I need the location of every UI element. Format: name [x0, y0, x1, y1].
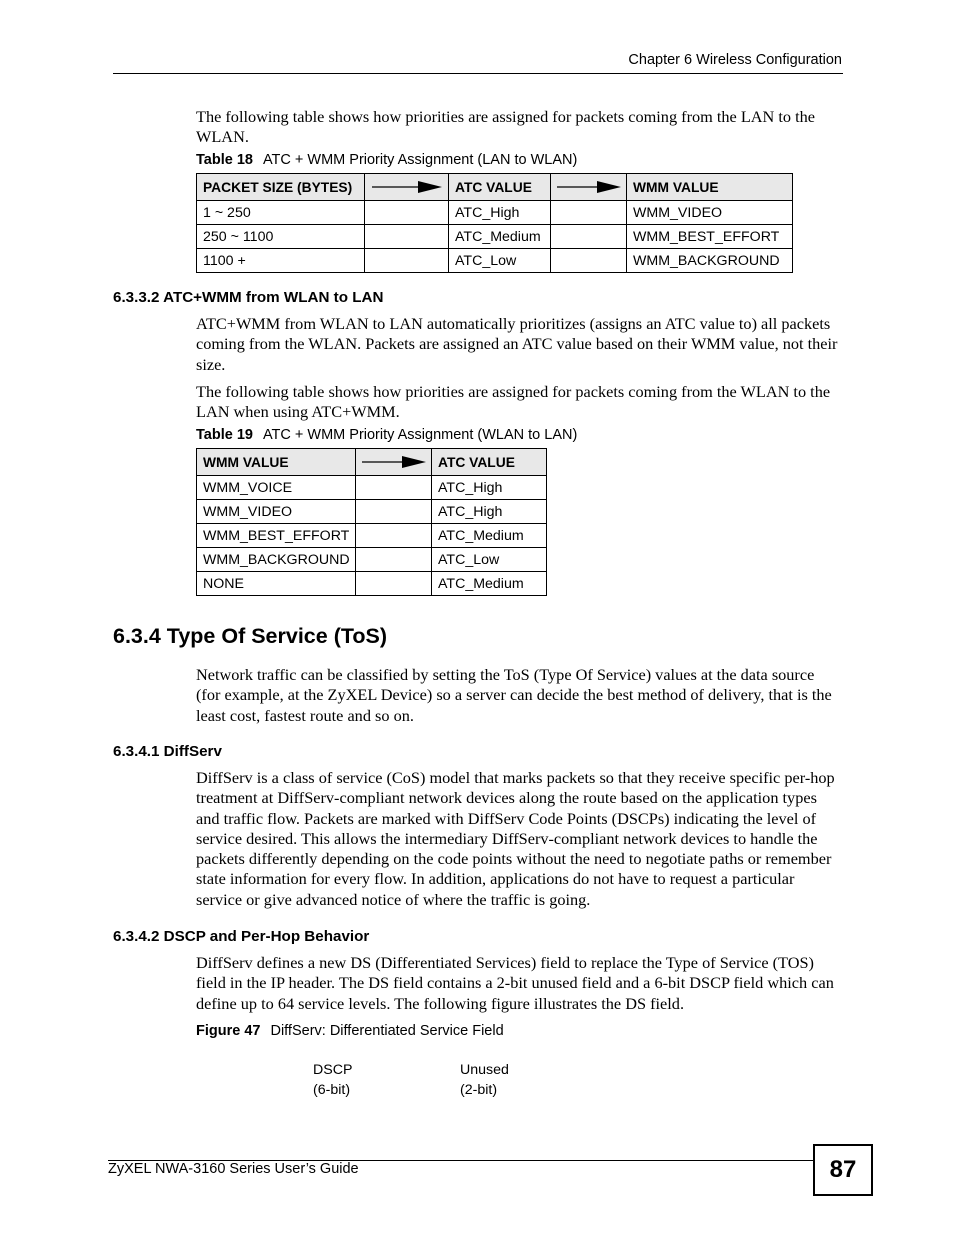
- table-row: [197, 249, 793, 273]
- paragraph-6-3-3-2-b: The following table shows how priorities are assigned for packets coming from the WLAN to the LAN when using ATC+WMM.: [196, 382, 831, 422]
- paragraph-6-3-4-2: DiffServ defines a new DS (Differentiated Services) field to replace the Type of Service (TOS) field in the IP header. The DS field contains a 2-bit unused field and a 6-bit DSCP field which can define up to 64 service levels. The following figure illustrates the DS field.: [196, 953, 834, 1013]
- table-row: [197, 548, 547, 572]
- table19-header-row: [197, 449, 547, 476]
- intro-paragraph: The following table shows how priorities are assigned for packets coming from the LAN to the WLAN.: [196, 107, 815, 147]
- table-cell: [356, 476, 432, 500]
- arrow-icon: [356, 449, 432, 476]
- table-cell: [365, 201, 449, 225]
- table-cell: ATC_Low: [432, 548, 547, 572]
- table-row: [197, 524, 547, 548]
- table-cell: ATC_Medium: [432, 524, 547, 548]
- table-row: [197, 500, 547, 524]
- table-cell: [356, 524, 432, 548]
- arrow-icon: [551, 174, 627, 201]
- table19: [196, 448, 547, 596]
- table18-caption-label: Table 18: [196, 152, 253, 168]
- table-cell: ATC_High: [449, 201, 551, 225]
- dscp-field-label: [313, 1061, 352, 1100]
- table-cell: 1 ~ 250: [197, 201, 365, 225]
- heading-6-3-4: 6.3.4 Type Of Service (ToS): [113, 624, 388, 648]
- table18-caption-text: ATC + WMM Priority Assignment (LAN to WLAN): [262, 152, 578, 168]
- table-row: [197, 201, 793, 225]
- table19-caption-label: Table 19: [196, 427, 253, 443]
- table18-header-cell: ATC VALUE: [449, 174, 551, 201]
- table-cell: [551, 225, 627, 249]
- heading-6-3-4-1: 6.3.4.1 DiffServ: [113, 743, 222, 760]
- paragraph-6-3-4: Network traffic can be classified by setting the ToS (Type Of Service) values at the data source (for example, at the ZyXEL Device) so a server can decide the best method of delivery, that is the least cost, fastest route and so on.: [196, 665, 832, 725]
- page-number: 87: [813, 1144, 873, 1196]
- table19-header-cell: WMM VALUE: [197, 449, 356, 476]
- arrow-icon: [365, 174, 449, 201]
- figure47-caption-label: Figure 47: [196, 1023, 261, 1039]
- table-cell: 1100 +: [197, 249, 365, 273]
- table-cell: WMM_VOICE: [197, 476, 356, 500]
- table-row: [197, 225, 793, 249]
- table-cell: ATC_High: [432, 500, 547, 524]
- table18-caption: [196, 152, 577, 168]
- table18-header-row: [197, 174, 793, 201]
- table-cell: [356, 548, 432, 572]
- table-cell: WMM_BEST_EFFORT: [627, 225, 793, 249]
- table-cell: [356, 500, 432, 524]
- heading-6-3-4-2: 6.3.4.2 DSCP and Per-Hop Behavior: [113, 928, 370, 945]
- table-cell: ATC_High: [432, 476, 547, 500]
- unused-bits: (2-bit): [460, 1081, 498, 1098]
- unused-field-label: [460, 1061, 509, 1100]
- table19-caption-text: ATC + WMM Priority Assignment (WLAN to LAN): [262, 427, 578, 443]
- table-cell: [551, 201, 627, 225]
- table-cell: [551, 249, 627, 273]
- table18-header-cell: PACKET SIZE (BYTES): [197, 174, 365, 201]
- table-row: [197, 572, 547, 596]
- heading-6-3-3-2: 6.3.3.2 ATC+WMM from WLAN to LAN: [113, 289, 384, 306]
- table-cell: ATC_Low: [449, 249, 551, 273]
- table-cell: WMM_VIDEO: [627, 201, 793, 225]
- table19-caption: [196, 427, 577, 443]
- table18: [196, 173, 793, 273]
- footer-guide-title: ZyXEL NWA-3160 Series User’s Guide: [108, 1161, 359, 1177]
- unused-label: Unused: [460, 1062, 509, 1078]
- dscp-bits: (6-bit): [313, 1081, 351, 1098]
- paragraph-6-3-3-2-a: ATC+WMM from WLAN to LAN automatically prioritizes (assigns an ATC value to) all packets coming from the WLAN. Packets are assigned an ATC value based on their WMM value, not their size.: [196, 314, 838, 374]
- table-cell: WMM_BEST_EFFORT: [197, 524, 356, 548]
- paragraph-6-3-4-1: DiffServ is a class of service (CoS) model that marks packets so that they receive specific per-hop treatment at DiffServ-compliant network devices along the route based on the application types and traffic flow. Packets are marked with DiffServ Code Points (DSCPs) indicating the level of service desired. This allows the intermediary DiffServ-compliant network devices to handle the packets differently depending on the code points without the need to negotiate paths or remember state information for every flow. In addition, applications do not have to request a particular service or give advanced notice of where the traffic is going.: [196, 768, 835, 909]
- table-cell: WMM_VIDEO: [197, 500, 356, 524]
- table-cell: WMM_BACKGROUND: [627, 249, 793, 273]
- table19-header-cell: ATC VALUE: [432, 449, 547, 476]
- figure47-caption-text: DiffServ: Differentiated Service Field: [270, 1023, 504, 1039]
- table18-header-cell: WMM VALUE: [627, 174, 793, 201]
- table-cell: WMM_BACKGROUND: [197, 548, 356, 572]
- figure47-caption: [196, 1023, 504, 1039]
- table-cell: 250 ~ 1100: [197, 225, 365, 249]
- table-cell: [365, 249, 449, 273]
- dscp-label: DSCP: [313, 1062, 353, 1078]
- table-cell: ATC_Medium: [449, 225, 551, 249]
- chapter-header: Chapter 6 Wireless Configuration: [628, 52, 842, 68]
- table-cell: NONE: [197, 572, 356, 596]
- table-cell: [365, 225, 449, 249]
- table-cell: [356, 572, 432, 596]
- table-row: [197, 476, 547, 500]
- table-cell: ATC_Medium: [432, 572, 547, 596]
- header-rule: [113, 73, 843, 74]
